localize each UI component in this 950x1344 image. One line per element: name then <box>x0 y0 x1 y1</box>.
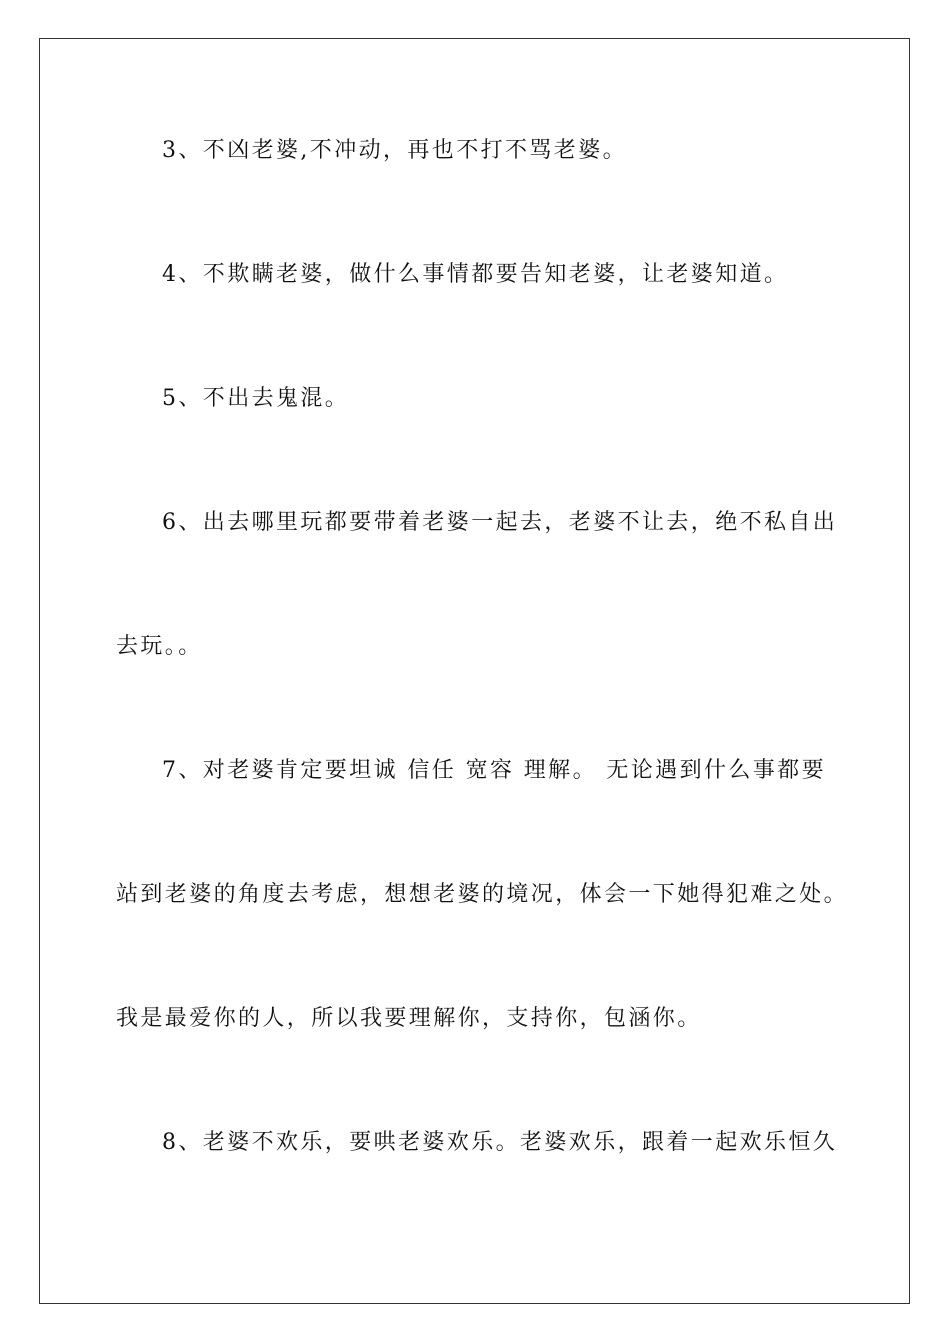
paragraph-5: 5、不出去鬼混。 <box>162 386 350 411</box>
paragraph-7-line-1: 7、对老婆肯定要坦诚 信任 宽容 理解。 无论遇到什么事都要 <box>162 758 826 783</box>
paragraph-7-line-3: 我是最爱你的人，所以我要理解你，支持你，包涵你。 <box>116 1006 702 1031</box>
paragraph-7-line-2: 站到老婆的角度去考虑，想想老婆的境况，体会一下她得犯难之处。 <box>116 882 849 907</box>
paragraph-8-line-1: 8、老婆不欢乐，要哄老婆欢乐。老婆欢乐，跟着一起欢乐恒久 <box>162 1130 838 1155</box>
page-border <box>39 38 910 1304</box>
paragraph-6-line-2: 去玩。。 <box>116 634 203 659</box>
paragraph-3: 3、不凶老婆,不冲动，再也不打不骂老婆。 <box>162 138 627 163</box>
paragraph-6-line-1: 6、出去哪里玩都要带着老婆一起去，老婆不让去，绝不私自出 <box>162 510 838 535</box>
paragraph-4: 4、不欺瞒老婆，做什么事情都要告知老婆，让老婆知道。 <box>162 262 789 287</box>
